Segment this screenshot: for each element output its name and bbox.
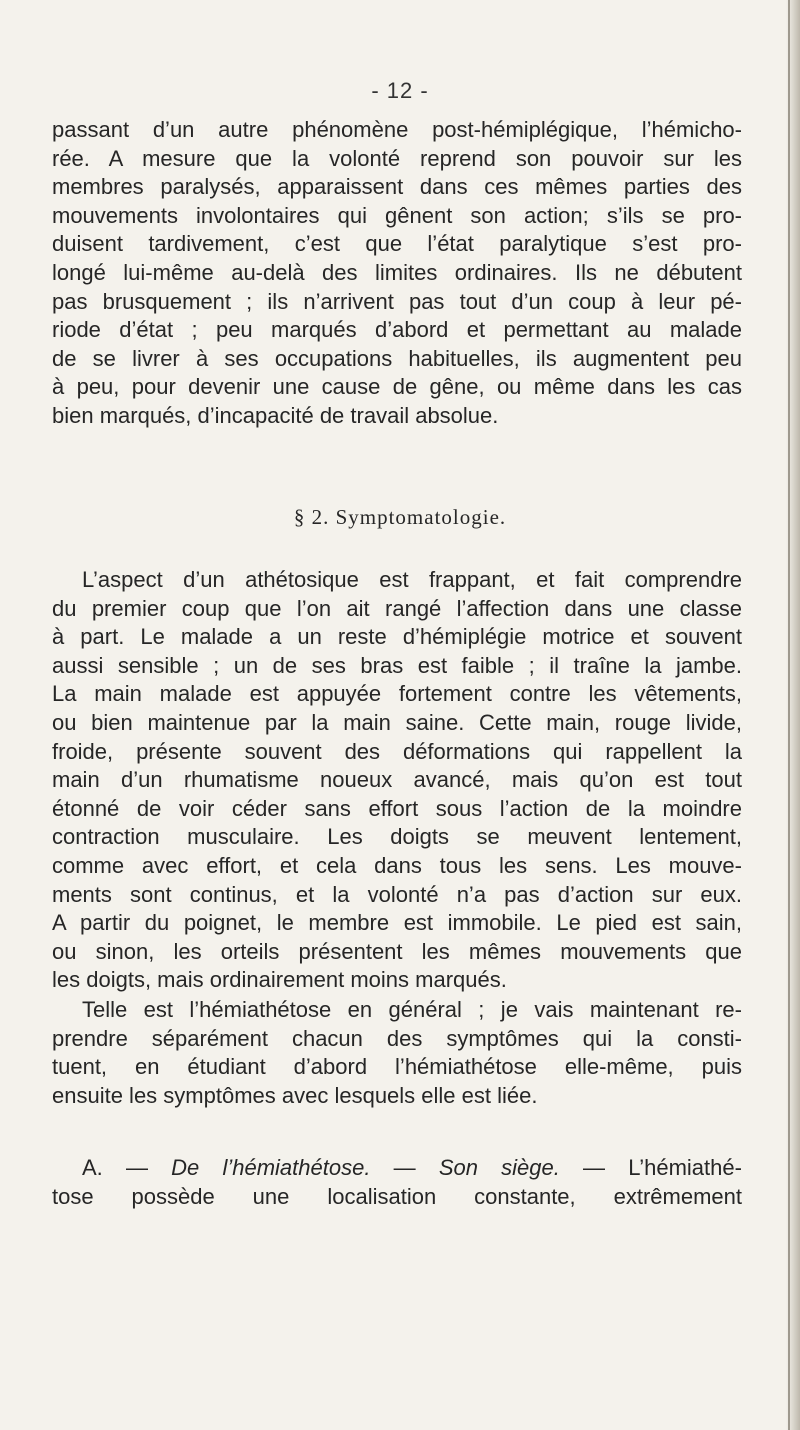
- text-line: riode d’état ; peu marqués d’abord et permettant au malade: [52, 317, 742, 343]
- text-line: à part. Le malade a un reste d’hémiplégie motrice et souvent: [52, 624, 742, 650]
- page-number: - 12 -: [371, 78, 429, 103]
- text-line: les doigts, mais ordinairement moins marqués.: [52, 967, 507, 993]
- subsection-rest: — L’hémiathé-: [583, 1155, 742, 1180]
- text-line: pas brusquement ; ils n’arrivent pas tout d’un coup à leur pé-: [52, 288, 742, 314]
- text-line: Telle est l’hémiathétose en général ; je vais maintenant re-: [82, 997, 742, 1022]
- paragraph-2: [52, 566, 742, 995]
- text-line: prendre séparément chacun des symptômes qui la consti-: [52, 1025, 742, 1051]
- text-line: contraction musculaire. Les doigts se meuvent lentement,: [52, 824, 742, 850]
- page-edge-line: [788, 0, 790, 1430]
- text-line: du premier coup que l’on ait rangé l’affection dans une classe: [52, 595, 742, 621]
- text-line: passant d’un autre phénomène post-hémiplégique, l’hémicho-: [52, 117, 742, 142]
- text-line: tose possède une localisation constante, extrêmement: [52, 1183, 742, 1209]
- text-line: A partir du poignet, le membre est immobile. Le pied est sain,: [52, 910, 742, 936]
- subsection-first-line: [52, 1154, 742, 1183]
- text-line: bien marqués, d’incapacité de travail absolue.: [52, 402, 499, 428]
- text-line: ou bien maintenue par la main saine. Cette main, rouge livide,: [52, 709, 742, 735]
- text-line: tuent, en étudiant d’abord l’hémiathétose elle-même, puis: [52, 1054, 742, 1080]
- text-line: de se livrer à ses occupations habituelles, ils augmentent peu: [52, 345, 742, 371]
- text-line: rée. A mesure que la volonté reprend son pouvoir sur les: [52, 145, 742, 171]
- subsection-dash: —: [393, 1155, 416, 1180]
- text-line: étonné de voir céder sans effort sous l’action de la moindre: [52, 795, 742, 821]
- paragraph-1: [52, 116, 742, 431]
- text-line: L’aspect d’un athétosique est frappant, et fait comprendre: [82, 567, 742, 592]
- text-line: à peu, pour devenir une cause de gêne, ou même dans les cas: [52, 374, 742, 400]
- subsection-subtitle: Son siège.: [438, 1155, 560, 1180]
- subsection-prefix: A. —: [82, 1155, 148, 1180]
- paragraph-3: [52, 996, 742, 1110]
- text-line: longé lui-même au-delà des limites ordinaires. Ils ne débutent: [52, 259, 742, 285]
- text-line: comme avec effort, et cela dans tous les sens. Les mouve-: [52, 852, 742, 878]
- text-line: ou sinon, les orteils présentent les mêmes mouvements que: [52, 938, 742, 964]
- text-line: aussi sensible ; un de ses bras est faible ; il traîne la jambe.: [52, 652, 742, 678]
- subsection-a: [52, 1154, 742, 1211]
- text-line: main d’un rhumatisme noueux avancé, mais qu’on est tout: [52, 767, 742, 793]
- section-heading: § 2. Symptomatologie.: [293, 505, 507, 529]
- text-line: ensuite les symptômes avec lesquels elle est liée.: [52, 1082, 538, 1108]
- text-line: duisent tardivement, c’est que l’état paralytique s’est pro-: [52, 231, 742, 257]
- text-line: ments sont continus, et la volonté n’a pas d’action sur eux.: [52, 881, 742, 907]
- subsection-title: De l’hémiathétose.: [171, 1155, 371, 1180]
- text-line: membres paralysés, apparaissent dans ces mêmes parties des: [52, 174, 742, 200]
- text-line: mouvements involontaires qui gênent son action; s’ils se pro-: [52, 202, 742, 228]
- text-line: La main malade est appuyée fortement contre les vêtements,: [52, 681, 742, 707]
- text-line: froide, présente souvent des déformations qui rappellent la: [52, 738, 742, 764]
